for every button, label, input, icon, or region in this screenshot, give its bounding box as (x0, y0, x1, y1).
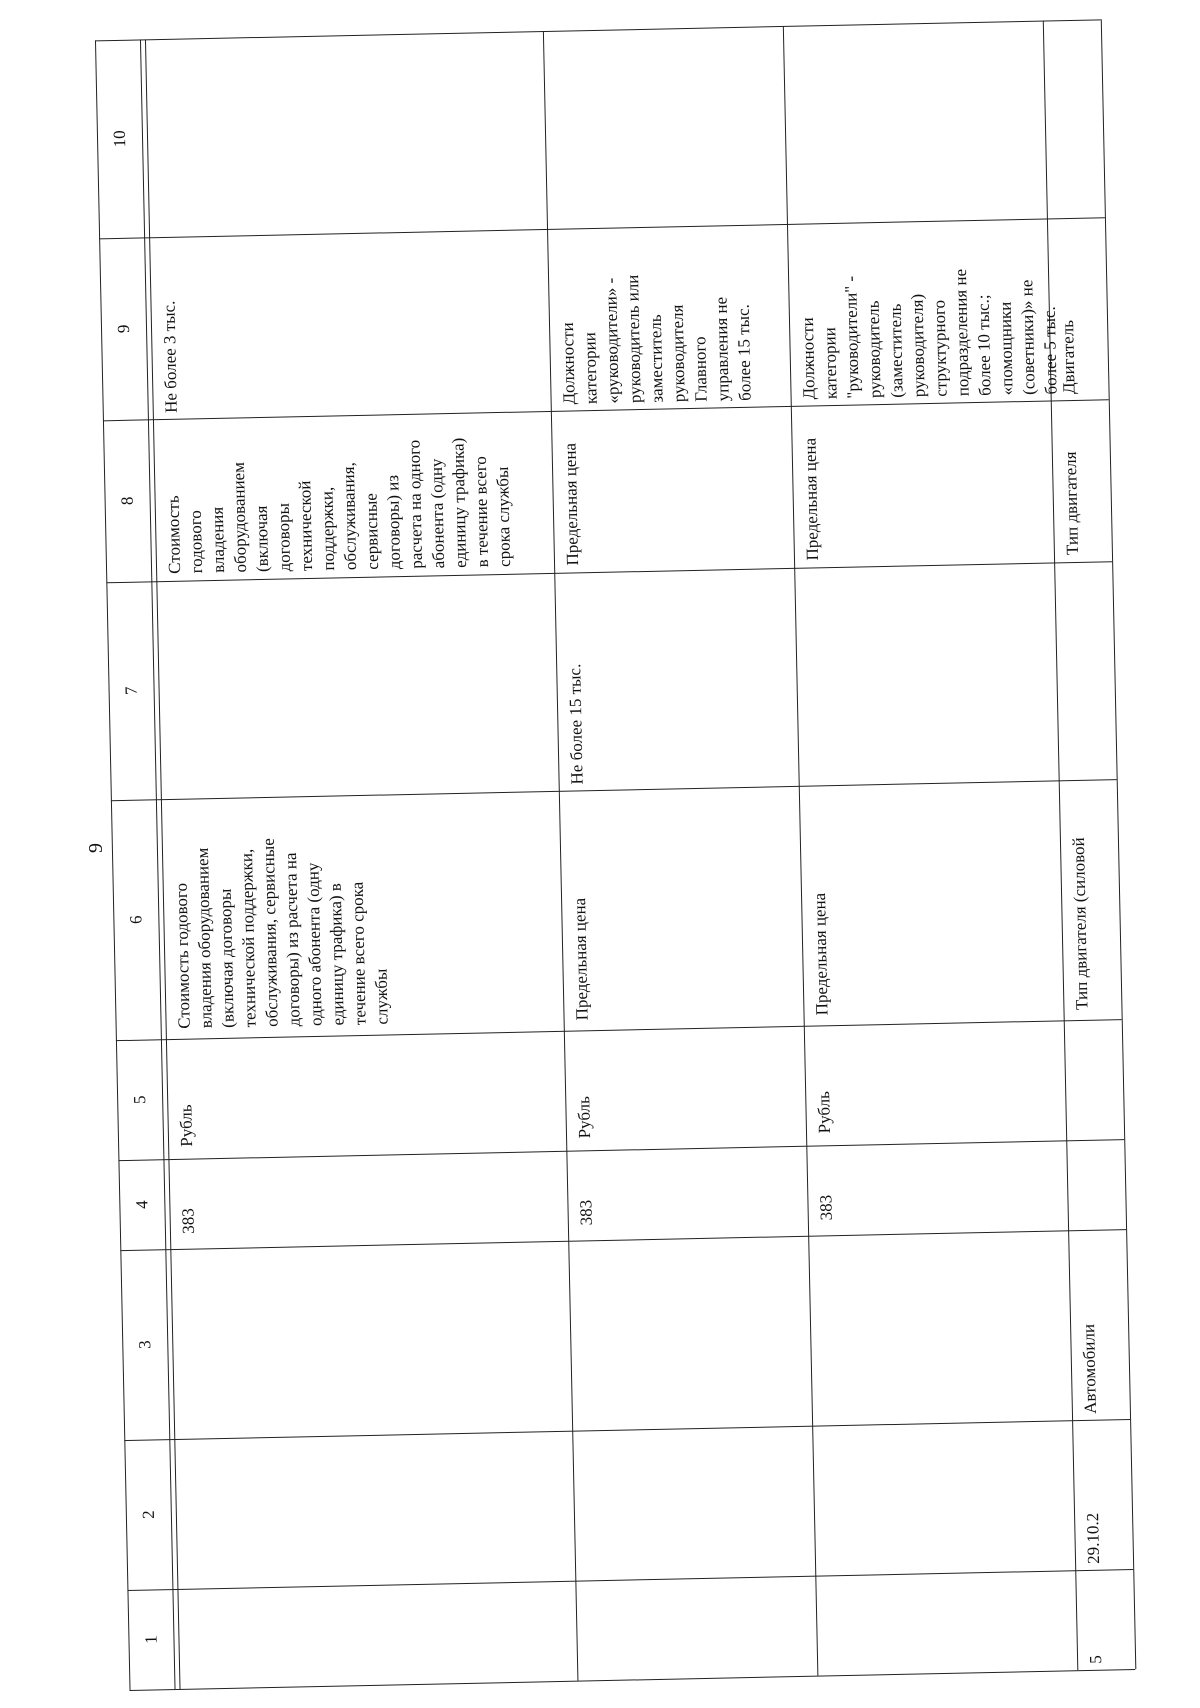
table-cell: 383 (576, 1199, 596, 1226)
column-number: 8 (117, 496, 137, 506)
table-border (1101, 19, 1137, 1669)
table-cell: Рубль (814, 1090, 835, 1134)
table-cell: более 5 тыс. (1039, 306, 1061, 395)
table-border (120, 1229, 1126, 1251)
table-cell: категории (580, 332, 601, 405)
table-border (130, 1669, 1136, 1691)
column-number: 9 (113, 324, 134, 334)
table-cell: договоры) из расчета на (281, 852, 304, 1027)
table-cell: управления не (711, 296, 733, 402)
column-number: 7 (121, 686, 141, 696)
column-number: 4 (132, 1200, 152, 1210)
column-number: 3 (135, 1340, 155, 1350)
column-number: 2 (138, 1510, 158, 1520)
table-border (543, 31, 579, 1681)
table-cell: Предельная цена (560, 442, 583, 566)
table-cell: сервисные (361, 492, 383, 570)
table-border (118, 1139, 1124, 1161)
table-cell: руководителя (667, 304, 689, 403)
table-border (127, 1569, 1133, 1591)
table-cell: договоры) из (383, 474, 405, 570)
table-cell: обслуживания, сервисные (258, 838, 282, 1028)
table-cell: владения оборудованием (192, 847, 216, 1029)
table-cell: более 10 тыс.; (973, 294, 995, 397)
table-cell: единицу трафика) в (325, 882, 348, 1026)
table-cell: годового (185, 510, 207, 574)
table-cell: Должности (797, 317, 819, 400)
table-border (124, 1419, 1130, 1441)
column-number: 5 (130, 1095, 150, 1105)
table-border (95, 19, 1101, 41)
table-cell: поддержки, (317, 486, 339, 571)
table-cell: службы (371, 968, 392, 1025)
table-cell: (включая договоры (215, 888, 238, 1029)
table-cell: Стоимость годового (171, 882, 194, 1029)
table-cell: технической (295, 480, 317, 572)
table-cell: "руководители" - (841, 275, 863, 399)
column-number: 1 (141, 1635, 161, 1645)
table-border (140, 39, 176, 1689)
table-cell: Тип двигателя (1060, 451, 1082, 556)
table-cell: руководителя) (907, 293, 929, 398)
table-cell: (включая (251, 505, 273, 573)
table-cell: течение всего срока (347, 881, 370, 1026)
table-cell: Должности (557, 322, 579, 405)
table-cell: Главного (690, 336, 711, 402)
table-cell: более 15 тыс. (733, 304, 755, 402)
table-cell: Рубль (176, 1104, 197, 1147)
table-cell: Двигатель (1058, 319, 1079, 395)
table-cell: владения (207, 506, 229, 574)
table-cell: 383 (816, 1194, 836, 1221)
table-cell: Тип двигателя (силовой (1068, 837, 1092, 1011)
table-cell: единицу трафика) (448, 437, 471, 569)
table-cell: руководитель или (623, 274, 645, 404)
table-cell: Не более 15 тыс. (565, 663, 587, 785)
table-border (783, 26, 819, 1676)
table-cell: технической поддержки, (236, 848, 260, 1028)
table-cell: Не более 3 тыс. (159, 300, 181, 414)
table-cell: Стоимость (163, 495, 185, 575)
table-border (145, 39, 181, 1689)
table-cell: структурного (929, 299, 951, 397)
table-cell: обслуживания, (338, 462, 361, 571)
table-cell: заместитель (645, 314, 667, 403)
table-cell: «помощники (995, 301, 1017, 396)
table-cell: одного абонента (одну (303, 862, 326, 1027)
table-cell: абонента (одну (426, 458, 449, 569)
table-cell: «руководители» - (601, 277, 623, 404)
table-cell: в течение всего (470, 456, 493, 568)
column-number: 10 (109, 130, 130, 148)
table-cell: Предельная цена (809, 892, 832, 1016)
table-cell: расчета на одного (404, 439, 427, 569)
column-number: 6 (126, 915, 146, 925)
table-cell: (советники)» не (1017, 279, 1039, 396)
table-cell: руководитель (863, 300, 885, 399)
table-cell: Автомобили (1079, 1323, 1100, 1415)
table-cell: Предельная цена (570, 897, 592, 1021)
table-border (99, 217, 1105, 239)
table-cell: Предельная цена (800, 437, 823, 561)
table-cell: оборудованием (228, 461, 251, 573)
table-cell: 383 (178, 1208, 198, 1234)
table-cell: подразделения не (950, 268, 973, 397)
table-cell: срока службы (492, 466, 515, 568)
table-cell: (заместитель (885, 303, 907, 398)
table-border (111, 779, 1117, 801)
table-cell: 29.10.2 (1083, 1512, 1104, 1565)
table-border (95, 40, 131, 1690)
table-cell: договоры (273, 502, 295, 572)
table-cell: 5 (1086, 1655, 1106, 1664)
page-number: 9 (85, 843, 107, 853)
table-cell: Рубль (574, 1095, 595, 1139)
table-cell: категории (820, 327, 841, 400)
